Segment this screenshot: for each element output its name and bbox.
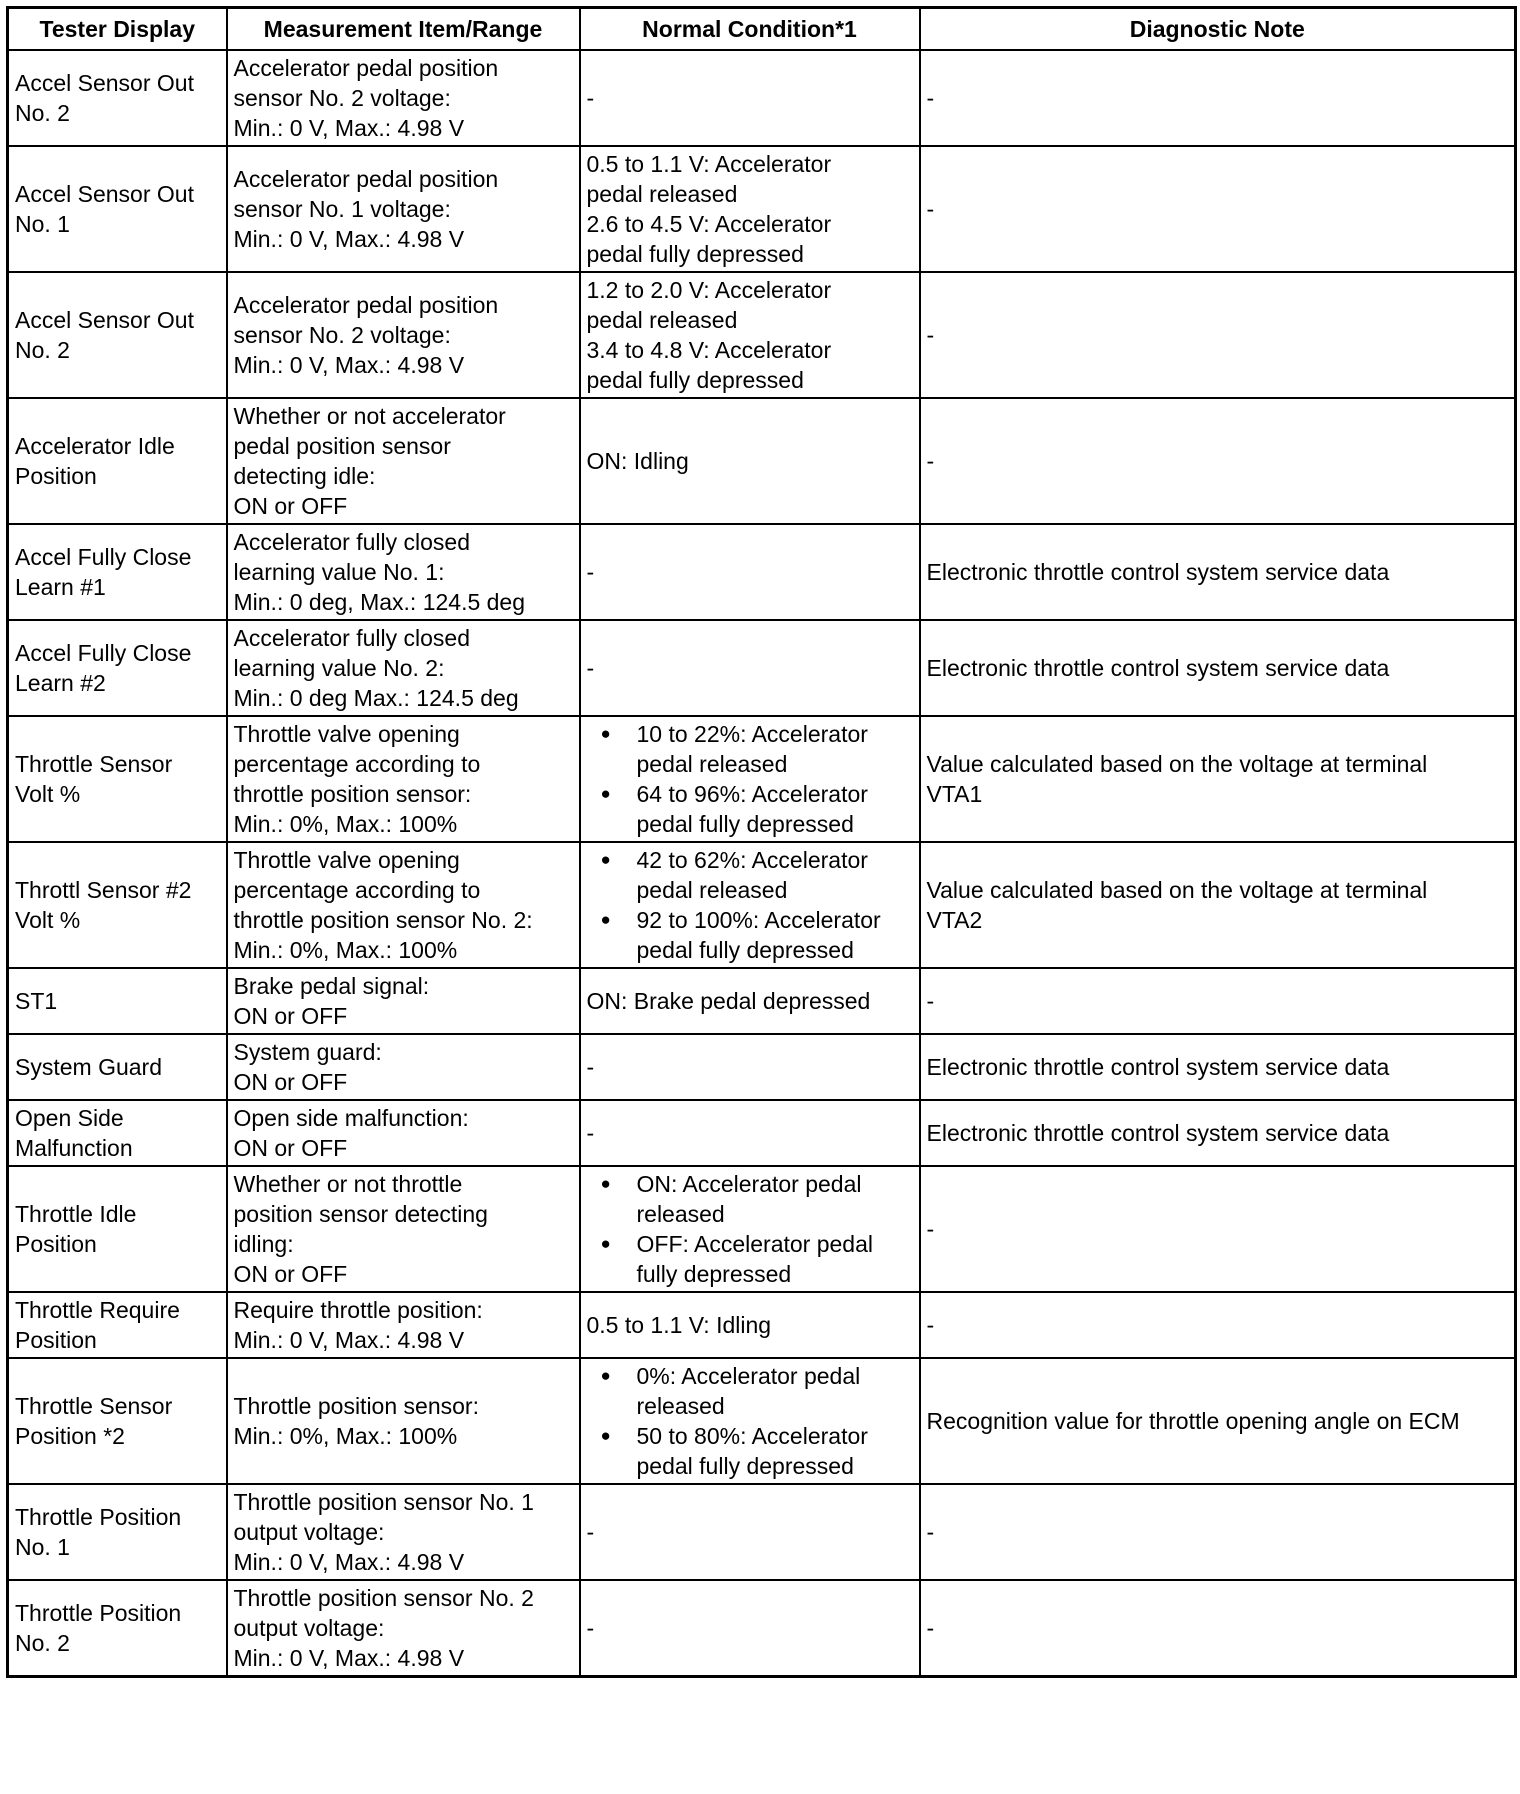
measurement-line: Min.: 0 V, Max.: 4.98 V (233, 1549, 465, 1575)
tester-display-line: Accelerator Idle (15, 433, 175, 459)
measurement-line: Open side malfunction: (233, 1105, 469, 1131)
measurement-line: ON or OFF (233, 1003, 348, 1029)
cell-tester-display (8, 398, 227, 524)
cell-tester-display (8, 620, 227, 716)
tester-display-line: No. 1 (15, 1534, 70, 1560)
cell-diagnostic-note: - (920, 968, 1516, 1034)
measurement-line: Accelerator pedal position (233, 55, 499, 81)
table-row (8, 1100, 1516, 1166)
measurement-line: idling: (233, 1231, 294, 1257)
measurement-line: Accelerator pedal position (233, 292, 499, 318)
measurement-line: ON or OFF (233, 1261, 348, 1287)
tester-display-line: Position (15, 1327, 97, 1353)
tester-display-line: Accel Fully Close (15, 640, 192, 666)
header-diagnostic-note: Diagnostic Note (920, 8, 1516, 51)
cell-normal-condition: ON: Idling (580, 398, 920, 524)
header-measurement: Measurement Item/Range (227, 8, 580, 51)
cell-measurement (227, 1100, 580, 1166)
cell-tester-display (8, 272, 227, 398)
cell-measurement (227, 1580, 580, 1677)
tester-display-line: Accel Sensor Out (15, 307, 194, 333)
cell-diagnostic-note: Recognition value for throttle opening angle on ECM (920, 1358, 1516, 1484)
measurement-line: output voltage: (233, 1519, 385, 1545)
cell-normal-condition (580, 146, 920, 272)
normal-condition-line: ● 92 to 100%: Accelerator (636, 907, 881, 933)
cell-measurement (227, 146, 580, 272)
cell-measurement (227, 968, 580, 1034)
cell-normal-condition (580, 1166, 920, 1292)
cell-measurement (227, 1484, 580, 1580)
measurement-line: Min.: 0 V, Max.: 4.98 V (233, 226, 465, 252)
measurement-line: Require throttle position: (233, 1297, 483, 1323)
cell-diagnostic-note (920, 716, 1516, 842)
table-row (8, 524, 1516, 620)
table-body (8, 50, 1516, 1677)
cell-normal-condition: - (580, 1580, 920, 1677)
cell-measurement (227, 1034, 580, 1100)
cell-normal-condition: - (580, 1100, 920, 1166)
normal-condition-bullet (587, 719, 913, 779)
measurement-line: Throttle valve opening (233, 721, 460, 747)
tester-display-line: Position *2 (15, 1423, 125, 1449)
measurement-line: Throttle position sensor: (233, 1393, 479, 1419)
normal-condition-line: ● 50 to 80%: Accelerator (636, 1423, 868, 1449)
measurement-line: throttle position sensor No. 2: (233, 907, 533, 933)
tester-display-line: Throttle Require (15, 1297, 180, 1323)
cell-tester-display (8, 1484, 227, 1580)
measurement-line: Min.: 0 V, Max.: 4.98 V (233, 115, 465, 141)
measurement-line: Throttle position sensor No. 1 (233, 1489, 534, 1515)
cell-diagnostic-note: - (920, 1484, 1516, 1580)
table-row (8, 50, 1516, 146)
measurement-line: Whether or not throttle (233, 1171, 463, 1197)
cell-tester-display (8, 1034, 227, 1100)
measurement-line: ON or OFF (233, 1069, 348, 1095)
measurement-line: System guard: (233, 1039, 382, 1065)
cell-tester-display (8, 716, 227, 842)
normal-condition-list (587, 845, 913, 965)
diagnostic-note-line: Value calculated based on the voltage at terminal (926, 877, 1428, 903)
tester-display-line: No. 2 (15, 337, 70, 363)
measurement-line: sensor No. 2 voltage: (233, 322, 451, 348)
normal-condition-bullet (587, 1361, 913, 1421)
cell-tester-display (8, 1358, 227, 1484)
cell-normal-condition (580, 1358, 920, 1484)
cell-diagnostic-note: - (920, 146, 1516, 272)
normal-condition-line: ● 10 to 22%: Accelerator (636, 721, 868, 747)
measurement-line: Min.: 0 V, Max.: 4.98 V (233, 1645, 465, 1671)
tester-display-line: Learn #1 (15, 574, 106, 600)
tester-display-line: Accel Sensor Out (15, 181, 194, 207)
measurement-line: ON or OFF (233, 1135, 348, 1161)
measurement-line: Brake pedal signal: (233, 973, 430, 999)
cell-diagnostic-note: Electronic throttle control system service data (920, 1034, 1516, 1100)
measurement-line: Throttle valve opening (233, 847, 460, 873)
table-row (8, 1166, 1516, 1292)
normal-condition-bullet (587, 845, 913, 905)
cell-tester-display (8, 50, 227, 146)
cell-normal-condition: - (580, 1484, 920, 1580)
cell-measurement (227, 1166, 580, 1292)
measurement-line: pedal position sensor (233, 433, 451, 459)
normal-condition-list (587, 1169, 913, 1289)
normal-condition-line: ● 64 to 96%: Accelerator (636, 781, 868, 807)
measurement-line: sensor No. 1 voltage: (233, 196, 451, 222)
diagnostic-note-line: Value calculated based on the voltage at terminal (926, 751, 1428, 777)
tester-display-line: Position (15, 1231, 97, 1257)
table-row (8, 968, 1516, 1034)
cell-measurement (227, 50, 580, 146)
table-row (8, 716, 1516, 842)
normal-condition-line: released (636, 1201, 725, 1227)
measurement-line: Min.: 0 V, Max.: 4.98 V (233, 352, 465, 378)
cell-tester-display (8, 1292, 227, 1358)
normal-condition-line: ● ON: Accelerator pedal (636, 1171, 862, 1197)
measurement-line: learning value No. 2: (233, 655, 445, 681)
cell-tester-display (8, 524, 227, 620)
tester-display-line: Throttle Position (15, 1504, 182, 1530)
tester-display-line: Throttl Sensor #2 (15, 877, 192, 903)
measurement-line: detecting idle: (233, 463, 376, 489)
normal-condition-line: pedal fully depressed (636, 811, 854, 837)
normal-condition-line: pedal released (586, 181, 738, 207)
header-normal-condition: Normal Condition*1 (580, 8, 920, 51)
tester-display-line: Accel Fully Close (15, 544, 192, 570)
tester-display-line: Position (15, 463, 97, 489)
measurement-line: position sensor detecting (233, 1201, 488, 1227)
cell-normal-condition: ON: Brake pedal depressed (580, 968, 920, 1034)
normal-condition-line: ● 0%: Accelerator pedal (636, 1363, 861, 1389)
normal-condition-line: pedal fully depressed (586, 241, 804, 267)
table-row (8, 272, 1516, 398)
measurement-line: Min.: 0 deg, Max.: 124.5 deg (233, 589, 526, 615)
measurement-line: output voltage: (233, 1615, 385, 1641)
table-row (8, 1034, 1516, 1100)
tester-display-line: Throttle Sensor (15, 1393, 173, 1419)
normal-condition-bullet (587, 779, 913, 839)
measurement-line: Throttle position sensor No. 2 (233, 1585, 534, 1611)
measurement-line: Accelerator fully closed (233, 625, 470, 651)
normal-condition-line: 1.2 to 2.0 V: Accelerator (586, 277, 832, 303)
tester-display-line: No. 1 (15, 211, 70, 237)
measurement-line: learning value No. 1: (233, 559, 445, 585)
cell-diagnostic-note: - (920, 1580, 1516, 1677)
measurement-line: Min.: 0%, Max.: 100% (233, 937, 458, 963)
cell-normal-condition: - (580, 50, 920, 146)
tester-display-line: Throttle Sensor (15, 751, 173, 777)
table-row (8, 620, 1516, 716)
tester-display-line: Open Side (15, 1105, 124, 1131)
cell-diagnostic-note: - (920, 1166, 1516, 1292)
normal-condition-line: fully depressed (636, 1261, 792, 1287)
cell-diagnostic-note: - (920, 398, 1516, 524)
diagnostic-note-line: VTA1 (926, 781, 983, 807)
cell-tester-display (8, 968, 227, 1034)
table-row (8, 1484, 1516, 1580)
measurement-line: Accelerator pedal position (233, 166, 499, 192)
diagnostic-note-line: VTA2 (926, 907, 983, 933)
cell-diagnostic-note: Electronic throttle control system service data (920, 620, 1516, 716)
normal-condition-line: 2.6 to 4.5 V: Accelerator (586, 211, 832, 237)
cell-normal-condition: - (580, 1034, 920, 1100)
cell-diagnostic-note: - (920, 272, 1516, 398)
cell-measurement (227, 272, 580, 398)
normal-condition-line: released (636, 1393, 725, 1419)
normal-condition-line: pedal fully depressed (636, 937, 854, 963)
tester-display-line: No. 2 (15, 1630, 70, 1656)
cell-diagnostic-note: - (920, 1292, 1516, 1358)
table-row (8, 1358, 1516, 1484)
measurement-line: ON or OFF (233, 493, 348, 519)
tester-display-line: Learn #2 (15, 670, 106, 696)
cell-measurement (227, 524, 580, 620)
cell-tester-display (8, 1580, 227, 1677)
tester-display-line: ST1 (15, 988, 58, 1014)
header-tester-display: Tester Display (8, 8, 227, 51)
cell-diagnostic-note: Electronic throttle control system service data (920, 1100, 1516, 1166)
normal-condition-list (587, 1361, 913, 1481)
cell-measurement (227, 716, 580, 842)
normal-condition-line: pedal fully depressed (586, 367, 804, 393)
normal-condition-line: 0.5 to 1.1 V: Accelerator (586, 151, 832, 177)
cell-tester-display (8, 1166, 227, 1292)
tester-display-line: Throttle Idle (15, 1201, 137, 1227)
table-row (8, 1292, 1516, 1358)
cell-diagnostic-note: - (920, 50, 1516, 146)
tester-display-line: Volt % (15, 781, 81, 807)
cell-measurement (227, 620, 580, 716)
tester-display-line: Malfunction (15, 1135, 133, 1161)
measurement-line: percentage according to (233, 751, 481, 777)
normal-condition-line: ● 42 to 62%: Accelerator (636, 847, 868, 873)
measurement-line: percentage according to (233, 877, 481, 903)
measurement-line: Min.: 0 V, Max.: 4.98 V (233, 1327, 465, 1353)
measurement-line: Min.: 0 deg Max.: 124.5 deg (233, 685, 519, 711)
cell-measurement (227, 398, 580, 524)
tester-display-line: Accel Sensor Out (15, 70, 194, 96)
normal-condition-bullet (587, 905, 913, 965)
cell-tester-display (8, 842, 227, 968)
cell-normal-condition: 0.5 to 1.1 V: Idling (580, 1292, 920, 1358)
normal-condition-list (587, 719, 913, 839)
tester-display-line: No. 2 (15, 100, 70, 126)
normal-condition-line: pedal released (636, 751, 788, 777)
cell-normal-condition: - (580, 524, 920, 620)
cell-normal-condition (580, 716, 920, 842)
table-header-row (8, 8, 1516, 51)
tester-display-line: Throttle Position (15, 1600, 182, 1626)
cell-measurement (227, 1358, 580, 1484)
measurement-line: Min.: 0%, Max.: 100% (233, 1423, 458, 1449)
measurement-line: throttle position sensor: (233, 781, 472, 807)
table-row (8, 398, 1516, 524)
cell-tester-display (8, 1100, 227, 1166)
table-row (8, 1580, 1516, 1677)
normal-condition-line: 3.4 to 4.8 V: Accelerator (586, 337, 832, 363)
normal-condition-line: pedal released (586, 307, 738, 333)
cell-diagnostic-note: Electronic throttle control system service data (920, 524, 1516, 620)
measurement-line: Whether or not accelerator (233, 403, 506, 429)
cell-measurement (227, 1292, 580, 1358)
cell-normal-condition (580, 272, 920, 398)
table-row (8, 146, 1516, 272)
cell-diagnostic-note (920, 842, 1516, 968)
cell-tester-display (8, 146, 227, 272)
measurement-line: Accelerator fully closed (233, 529, 470, 555)
cell-normal-condition (580, 842, 920, 968)
data-list-table (6, 6, 1517, 1678)
normal-condition-bullet (587, 1229, 913, 1289)
normal-condition-line: ● OFF: Accelerator pedal (636, 1231, 873, 1257)
normal-condition-line: pedal fully depressed (636, 1453, 854, 1479)
table-row (8, 842, 1516, 968)
normal-condition-bullet (587, 1421, 913, 1481)
cell-measurement (227, 842, 580, 968)
normal-condition-bullet (587, 1169, 913, 1229)
measurement-line: Min.: 0%, Max.: 100% (233, 811, 458, 837)
cell-normal-condition: - (580, 620, 920, 716)
measurement-line: sensor No. 2 voltage: (233, 85, 451, 111)
normal-condition-line: pedal released (636, 877, 788, 903)
tester-display-line: System Guard (15, 1054, 162, 1080)
tester-display-line: Volt % (15, 907, 81, 933)
